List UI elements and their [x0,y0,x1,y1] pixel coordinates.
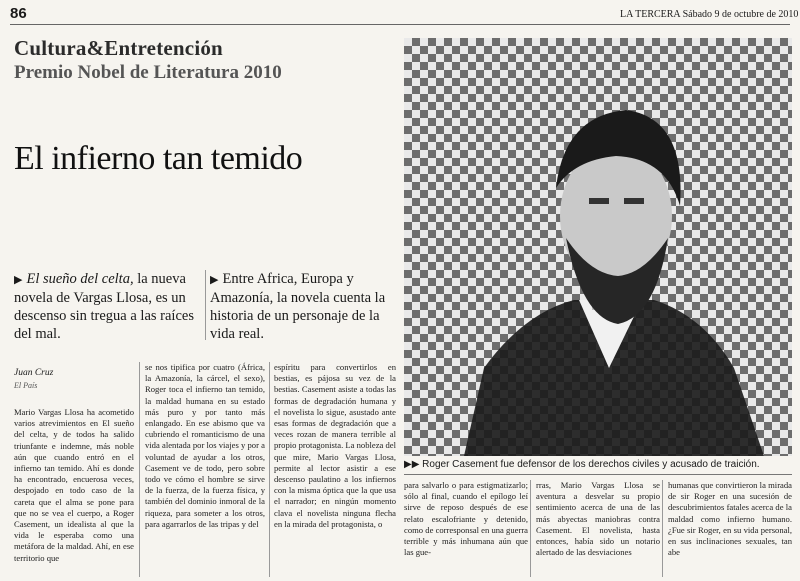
body-column-2: se nos tipifica por cuatro (África, la Amazonía, la cárcel, el sexo), Roger toca el infierno tan temido, la maldad humana en su estado más puro y por tanto más enlangado. En ese abismo que va cubriendo el romanticismo de una vida alentada por los viajes y por a voluntad de ayudar a los otros, Casement ve de todo, pero sobre todo ve cómo el hombre se sirve de la fuerza, de la fuerza física, y también del dominio inmoral de la riqueza, para someter a los otros, para agarrarlos de las tripas y del [145,362,265,529]
body-column-5: rras, Mario Vargas Llosa se aventura a desvelar su propio sentimiento acerca de una de las más abyectas maniobras contra Casement. El novelista, hasta entonces, había sido un notario alertado de las desviaciones [536,480,660,558]
body-column-6: humanas que convirtieron la mirada de sir Roger en una sucesión de descubrimientos fatales acerca de la maldad como infierno humano. ¿Fue sir Roger, en su vida personal, en sus inclinaciones sexuales, tan abe [668,480,792,558]
body-column-1: Mario Vargas Llosa ha acometido varios atrevimientos en El sueño del celta, y de todos ha salido triunfante e indemne, más noble aún que cuando entró en el infierno tan temido. Ahí es donde ha encontrado, encuerosa veces, despojado en todo caso de la careta que el alma se pone para que no se vea el cuerpo, a Roger Casement, un idealista al que la vida le esperaba como una metáfora de la maldad. Ahí, en ese territorio que [14,407,134,563]
column-divider [662,480,663,577]
deck-left-text: la nueva novela de Vargas Llosa, es un descenso sin tregua a las raíces del mal. [14,271,194,342]
portrait-illustration [404,38,792,456]
portrait-photo [404,38,792,456]
deck-right [210,270,400,343]
header-rule [10,24,790,25]
triangle-bullet-icon: ▶▶ [404,459,423,470]
page-number: 86 [10,5,27,22]
deck-divider [205,270,206,340]
photo-caption [404,459,792,470]
column-divider [269,362,270,577]
byline-author: Juan Cruz [14,368,54,378]
byline-role: El País [14,381,38,390]
section-title: Cultura&Entretención [14,36,223,60]
body-column-3: espíritu para convertirlos en bestias, es pájosa su vez de la bestias. Casement asiste a todas las formas de degradación humana y el novelista lo sigue, asustado ante esas formas de degradación que a veces rozan de manera terrible al propio protagonista. La nobleza del que mire, Mario Vargas Llosa, permite al lector asistir a ese descenso paulatino a los infiernos con la misma óptica que la que usa el narrador; en ningún momento clava el novelista ninguna flecha en la mirada del protagonista, o [274,362,396,529]
column-divider [530,480,531,577]
column-divider [139,362,140,577]
headline: El infierno tan temido [14,140,303,177]
section-kicker: Premio Nobel de Literatura 2010 [14,62,282,83]
triangle-bullet-icon: ▶ [14,274,23,286]
triangle-bullet-icon: ▶ [210,274,219,286]
caption-text: Roger Casement fue defensor de los derechos civiles y acusado de traición. [422,459,760,470]
caption-rule [404,474,792,475]
body-column-4: para salvarlo o para estigmatizarlo; sólo al final, cuando el epílogo leí sirve de reposo después de ese relato escalofriante y detenido, como de corresponsal en una guerra terrible y más inhumana aún que las gue- [404,480,528,558]
deck-left [14,270,204,343]
deck-right-text: Entre Africa, Europa y Amazonía, la novela cuenta la historia de un personaje de la vida real. [210,271,386,342]
publication-date: LA TERCERA Sábado 9 de octubre de 2010 [620,9,799,20]
deck-left-italic: El sueño del celta, [26,271,134,287]
